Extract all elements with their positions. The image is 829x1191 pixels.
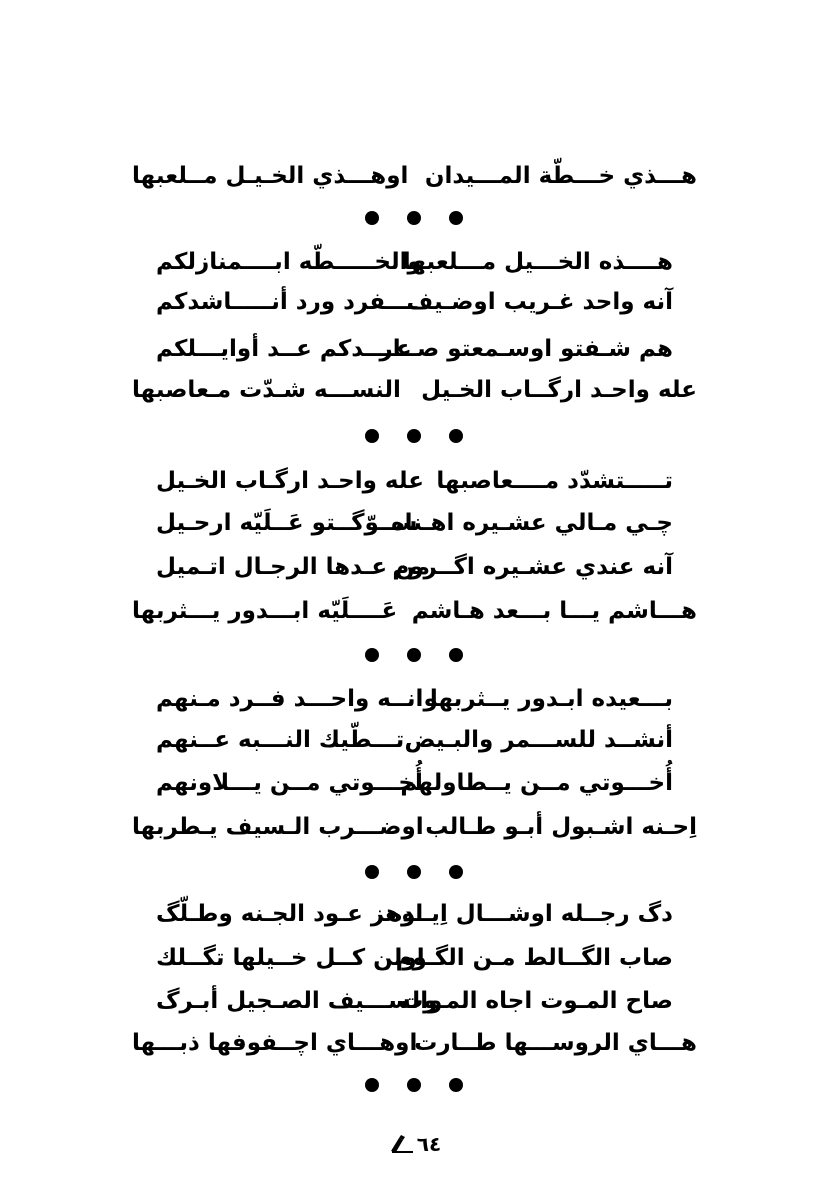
separator-dot	[449, 648, 463, 662]
verse-right: اِحـنه اشـبول أبـو طـالب	[425, 814, 697, 840]
verse-left: اوضـــرب الـسيف يـطربها	[132, 814, 424, 840]
verse-left: ســوّگــتو عَــلَيّه ارحـيل	[156, 510, 418, 536]
separator-dot	[449, 865, 463, 879]
verse-right: هـــاي الروســـها طــارت	[414, 1030, 697, 1056]
separator-dot	[407, 429, 421, 443]
verse-right: تـــــتشدّد مــــعاصبها	[436, 468, 673, 494]
separator-dot	[449, 211, 463, 225]
verse-right: آنه عندي عشـيره اگــروم	[392, 554, 673, 580]
verse-right: هـــذي خـــطّة المـــيدان	[424, 163, 697, 189]
separator-dot	[449, 1078, 463, 1092]
verse-left: اوهـــذي الخـيـل مــلعبها	[132, 163, 409, 189]
stanza-separator	[365, 210, 465, 226]
stanza-separator	[365, 1077, 465, 1093]
verse-left: تـــطّيك النـــبه عــنهم	[156, 727, 405, 753]
stanza-separator	[365, 647, 465, 663]
page-footer	[380, 1131, 450, 1157]
verse-right: بـــعيده ابـدور يــثربها	[429, 686, 673, 712]
separator-dot	[407, 211, 421, 225]
verse-left: من عـدها الرجـال اتـميل	[156, 554, 430, 580]
verse-left: أُخـــوتي مــن يـــلاونهم	[156, 770, 423, 796]
verse-right: صاح المـوت اجاه المـوت	[400, 988, 673, 1014]
separator-dot	[365, 648, 379, 662]
verse-left: اوهز عـود الجـنه وطـلّگ	[156, 901, 424, 927]
verse-left: ــــفرد ورد أنـــــاشدكم	[156, 289, 418, 315]
verse-right: هــــذه الخـــيل مـــلعبها	[402, 249, 673, 275]
verse-right: هـــاشم يـــا بـــعد هـاشم	[411, 598, 697, 624]
verse-left: عله واحـد ارگـاب الخـيل	[156, 468, 424, 494]
verse-right: أنشــد للســـمر والبـيض	[404, 727, 673, 753]
separator-dot	[449, 429, 463, 443]
verse-left: اولن كــل خــيلها تگــلك	[156, 945, 425, 971]
stanza-separator	[365, 428, 465, 444]
separator-dot	[407, 1078, 421, 1092]
separator-dot	[365, 1078, 379, 1092]
verse-left: والخـــــطّه ابــــمنازلكم	[156, 249, 422, 275]
separator-dot	[365, 429, 379, 443]
verse-left: وانــه واحـــد فــرد مـنهم	[156, 686, 438, 712]
separator-dot	[365, 211, 379, 225]
separator-dot	[365, 865, 379, 879]
separator-dot	[407, 865, 421, 879]
verse-left: النســـه شـدّت مـعاصبها	[132, 377, 401, 403]
separator-dot	[407, 648, 421, 662]
verse-right: آنه واحد غـريب اوضـيف	[406, 289, 673, 315]
verse-left: والســـيف الصـجيل أبـرگ	[156, 988, 443, 1014]
verse-right: عله واحـد ارگــاب الخـيل	[421, 377, 697, 403]
verse-right: أُخـــوتي مــن يــطاولهم	[400, 770, 673, 796]
verse-left: عَــــلَيّه ابـــدور يـــثربها	[132, 598, 398, 624]
stanza-separator	[365, 864, 465, 880]
verse-right: چـي مـالي عشـيره اهـناه	[391, 510, 673, 536]
verse-left: اوهـــاي اچــفوفها ذبـــها	[132, 1030, 418, 1056]
pen-icon	[389, 1134, 415, 1154]
verse-right: هم شـفتو اوسـمعتو صــار	[379, 336, 673, 362]
verse-left: عــــدكم عــد أوايـــلكم	[156, 336, 412, 362]
verse-right: دگ رجــله اوشـــال اِيــده	[388, 901, 673, 927]
verse-right: صاب الگــالط مـن الگـوم	[395, 945, 673, 971]
page-number: ٦٤	[416, 1132, 442, 1156]
